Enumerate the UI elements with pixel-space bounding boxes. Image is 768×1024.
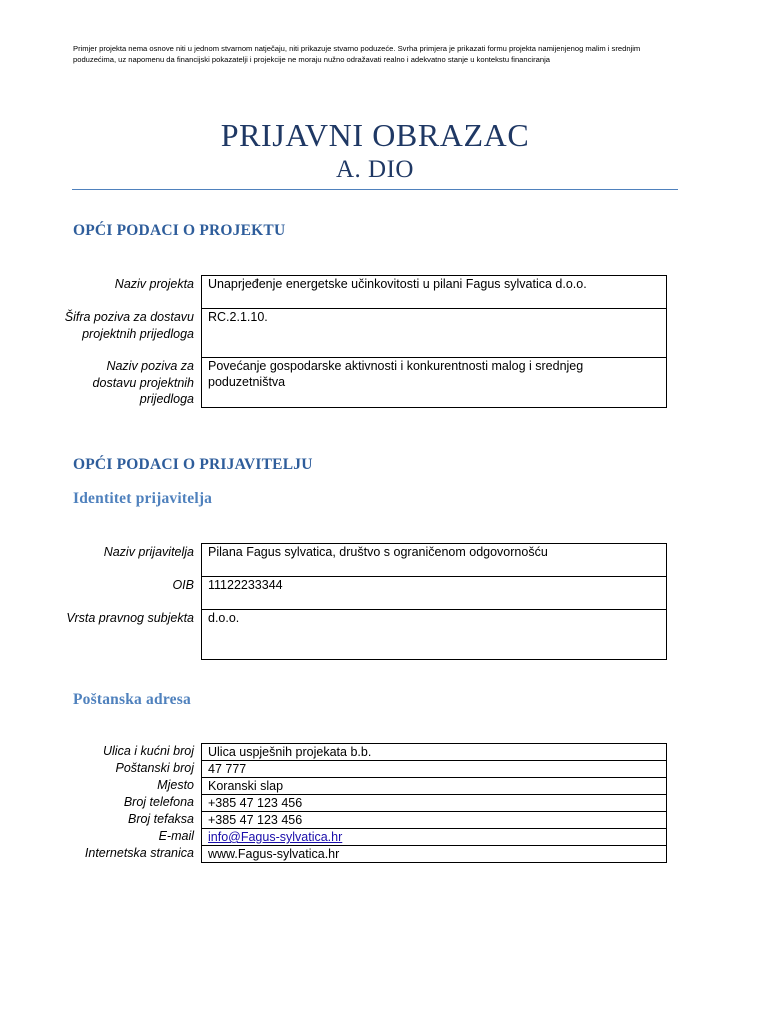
section-heading-project: OPĆI PODACI O PROJEKTU (73, 222, 286, 239)
label-project-name: Naziv projekta (114, 277, 194, 291)
title-divider (72, 189, 678, 190)
field-oib[interactable]: 11122233344 (201, 576, 667, 610)
label-legal-entity-type: Vrsta pravnog subjekta (66, 611, 194, 625)
field-applicant-name[interactable]: Pilana Fagus sylvatica, društvo s ograničenom odgovornošću (201, 543, 667, 577)
label-applicant-name: Naziv prijavitelja (103, 545, 194, 559)
field-call-name[interactable]: Povećanje gospodarske aktivnosti i konkurentnosti malog i srednjeg poduzetništva (201, 357, 667, 408)
field-legal-entity-type[interactable]: d.o.o. (201, 609, 667, 660)
field-city[interactable]: Koranski slap (201, 777, 667, 795)
field-fax[interactable]: +385 47 123 456 (201, 811, 667, 829)
label-oib: OIB (172, 578, 194, 592)
disclaimer-note: Primjer projekta nema osnove niti u jednom stvarnom natječaju, niti prikazuje stvarno poduzeće. Svrha primjera je prikazati formu projekta namijenjenog malim i srednjim poduzećima, uz napomenu da financijski pokazatelji i projekcije ne moraju nužno odražavati realno i adekvatno stanje u kontekstu financiranja (73, 44, 641, 64)
subheading-identity: Identitet prijavitelja (73, 490, 213, 507)
field-email (201, 828, 667, 846)
label-call-name: Naziv poziva za dostavu projektnih prijedloga (92, 359, 194, 406)
section-heading-applicant: OPĆI PODACI O PRIJAVITELJU (73, 456, 313, 473)
field-phone[interactable]: +385 47 123 456 (201, 794, 667, 812)
label-call-code: Šifra poziva za dostavu projektnih prijedloga (64, 310, 194, 341)
field-call-code[interactable]: RC.2.1.10. (201, 308, 667, 358)
field-postal-code[interactable]: 47 777 (201, 760, 667, 778)
label-website: Internetska stranica (84, 846, 194, 860)
label-street: Ulica i kućni broj (102, 744, 194, 758)
label-fax: Broj tefaksa (127, 812, 194, 826)
label-phone: Broj telefona (123, 795, 194, 809)
email-link[interactable]: info@Fagus-sylvatica.hr (208, 830, 343, 844)
field-website[interactable]: www.Fagus-sylvatica.hr (201, 845, 667, 863)
field-project-name[interactable]: Unaprjeđenje energetske učinkovitosti u pilani Fagus sylvatica d.o.o. (201, 275, 667, 309)
subheading-postal-address: Poštanska adresa (73, 691, 191, 708)
field-street[interactable]: Ulica uspješnih projekata b.b. (201, 743, 667, 761)
form-title: PRIJAVNI OBRAZAC (220, 117, 530, 153)
label-city: Mjesto (157, 778, 194, 792)
form-subtitle: A. DIO (336, 156, 414, 183)
label-email: E-mail (158, 829, 194, 843)
label-postal-code: Poštanski broj (115, 761, 194, 775)
